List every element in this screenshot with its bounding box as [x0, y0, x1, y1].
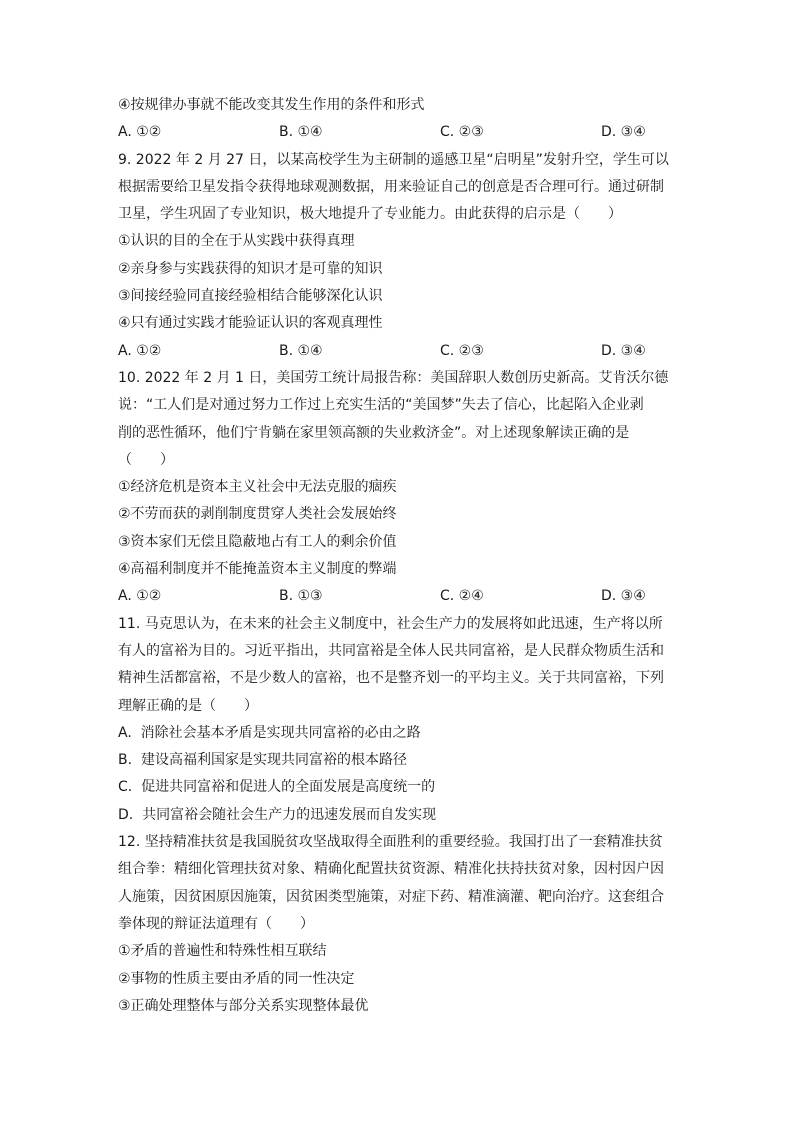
- q11-stem-line-1: 11. 马克思认为，在未来的社会主义制度中，社会生产力的发展将如此迅速，生产将以所: [118, 615, 663, 632]
- q11-option-d: D. 共同富裕会随社会生产力的迅速发展而自发实现: [118, 806, 437, 823]
- q9-stem-line-3: 卫星，学生巩固了专业知识，极大地提升了专业能力。由此获得的启示是（ ）: [118, 206, 622, 223]
- q11-stem-line-2: 有人的富裕为目的。习近平指出，共同富裕是全体人民共同富裕，是人民群众物质生活和: [118, 642, 664, 659]
- q12-stem-line-4: 拳体现的辩证法道理有（ ）: [118, 915, 314, 932]
- q9-item-2: ②亲身参与实践获得的知识才是可靠的知识: [118, 260, 383, 277]
- q11-option-c: C. 促进共同富裕和促进人的全面发展是高度统一的: [118, 779, 436, 796]
- q8-option-b: B. ①④: [279, 124, 323, 141]
- q12-item-1: ①矛盾的普遍性和特殊性相互联结: [118, 943, 327, 960]
- q10-stem-line-1: 10. 2022 年 2 月 1 日，美国劳工统计局报告称：美国辞职人数创历史新高。艾肯沃尔德: [118, 369, 669, 386]
- q10-stem-line-3: 削的恶性循环，他们宁肯躺在家里领高额的失业救济金”。对上述现象解读正确的是: [118, 424, 630, 441]
- q10-item-2: ②不劳而获的剥削制度贯穿人类社会发展始终: [118, 506, 397, 523]
- q9-options: [118, 338, 678, 365]
- q9-item-1: ①认识的目的全在于从实践中获得真理: [118, 233, 355, 250]
- q8-option-a: A. ①②: [118, 124, 162, 141]
- q10-option-c: C. ②④: [440, 588, 484, 605]
- q12-item-2: ②事物的性质主要由矛盾的同一性决定: [118, 970, 355, 987]
- exam-page: [118, 92, 678, 1020]
- q11-stem-line-4: 理解正确的是（ ）: [118, 697, 258, 714]
- q11-option-b: B. 建设高福利国家是实现共同富裕的根本路径: [118, 752, 407, 769]
- q11-option-a: A. 消除社会基本矛盾是实现共同富裕的必由之路: [118, 724, 421, 741]
- q9-option-d: D. ③④: [601, 342, 646, 359]
- q8-options: [118, 119, 678, 146]
- q9-item-4: ④只有通过实践才能验证认识的客观真理性: [118, 315, 383, 332]
- q10-item-1: ①经济危机是资本主义社会中无法克服的痼疾: [118, 479, 397, 496]
- q10-stem-line-2: 说：“工人们是对通过努力工作过上充实生活的“美国梦”失去了信心，比起陷入企业剥: [118, 397, 644, 414]
- q12-stem-line-2: 组合拳：精细化管理扶贫对象、精确化配置扶贫资源、精准化扶持扶贫对象，因村因户因: [118, 861, 664, 878]
- q10-item-3: ③资本家们无偿且隐蔽地占有工人的剩余价值: [118, 533, 397, 550]
- q12-item-3: ③正确处理整体与部分关系实现整体最优: [118, 997, 369, 1014]
- q9-option-a: A. ①②: [118, 342, 162, 359]
- q10-options: [118, 583, 678, 610]
- q12-stem-line-1: 12. 坚持精准扶贫是我国脱贫攻坚战取得全面胜利的重要经验。我国打出了一套精准扶贫: [118, 834, 663, 851]
- q10-option-a: A. ①②: [118, 588, 162, 605]
- q9-option-c: C. ②③: [440, 342, 484, 359]
- q10-item-4: ④高福利制度并不能掩盖资本主义制度的弊端: [118, 561, 397, 578]
- q12-stem-line-3: 人施策，因贫困原因施策，因贫困类型施策，对症下药、精准滴灌、靶向治疗。这套组合: [118, 888, 664, 905]
- q8-item-4: ④按规律办事就不能改变其发生作用的条件和形式: [118, 97, 425, 113]
- q11-stem-line-3: 精神生活都富裕，不是少数人的富裕，也不是整齐划一的平均主义。关于共同富裕，下列: [118, 670, 664, 687]
- q8-option-c: C. ②③: [440, 124, 484, 141]
- q9-stem-line-1: 9. 2022 年 2 月 27 日，以某高校学生为主研制的遥感卫星“启明星”发射升空，学生可以: [118, 151, 669, 168]
- q9-option-b: B. ①④: [279, 342, 323, 359]
- q10-option-b: B. ①③: [279, 588, 323, 605]
- q8-option-d: D. ③④: [601, 124, 646, 141]
- q10-option-d: D. ③④: [601, 588, 646, 605]
- q9-item-3: ③间接经验同直接经验相结合能够深化认识: [118, 288, 383, 305]
- q9-stem-line-2: 根据需要给卫星发指令获得地球观测数据，用来验证自己的创意是否合理可行。通过研制: [118, 178, 664, 195]
- q10-stem-line-4: （ ）: [118, 451, 174, 468]
